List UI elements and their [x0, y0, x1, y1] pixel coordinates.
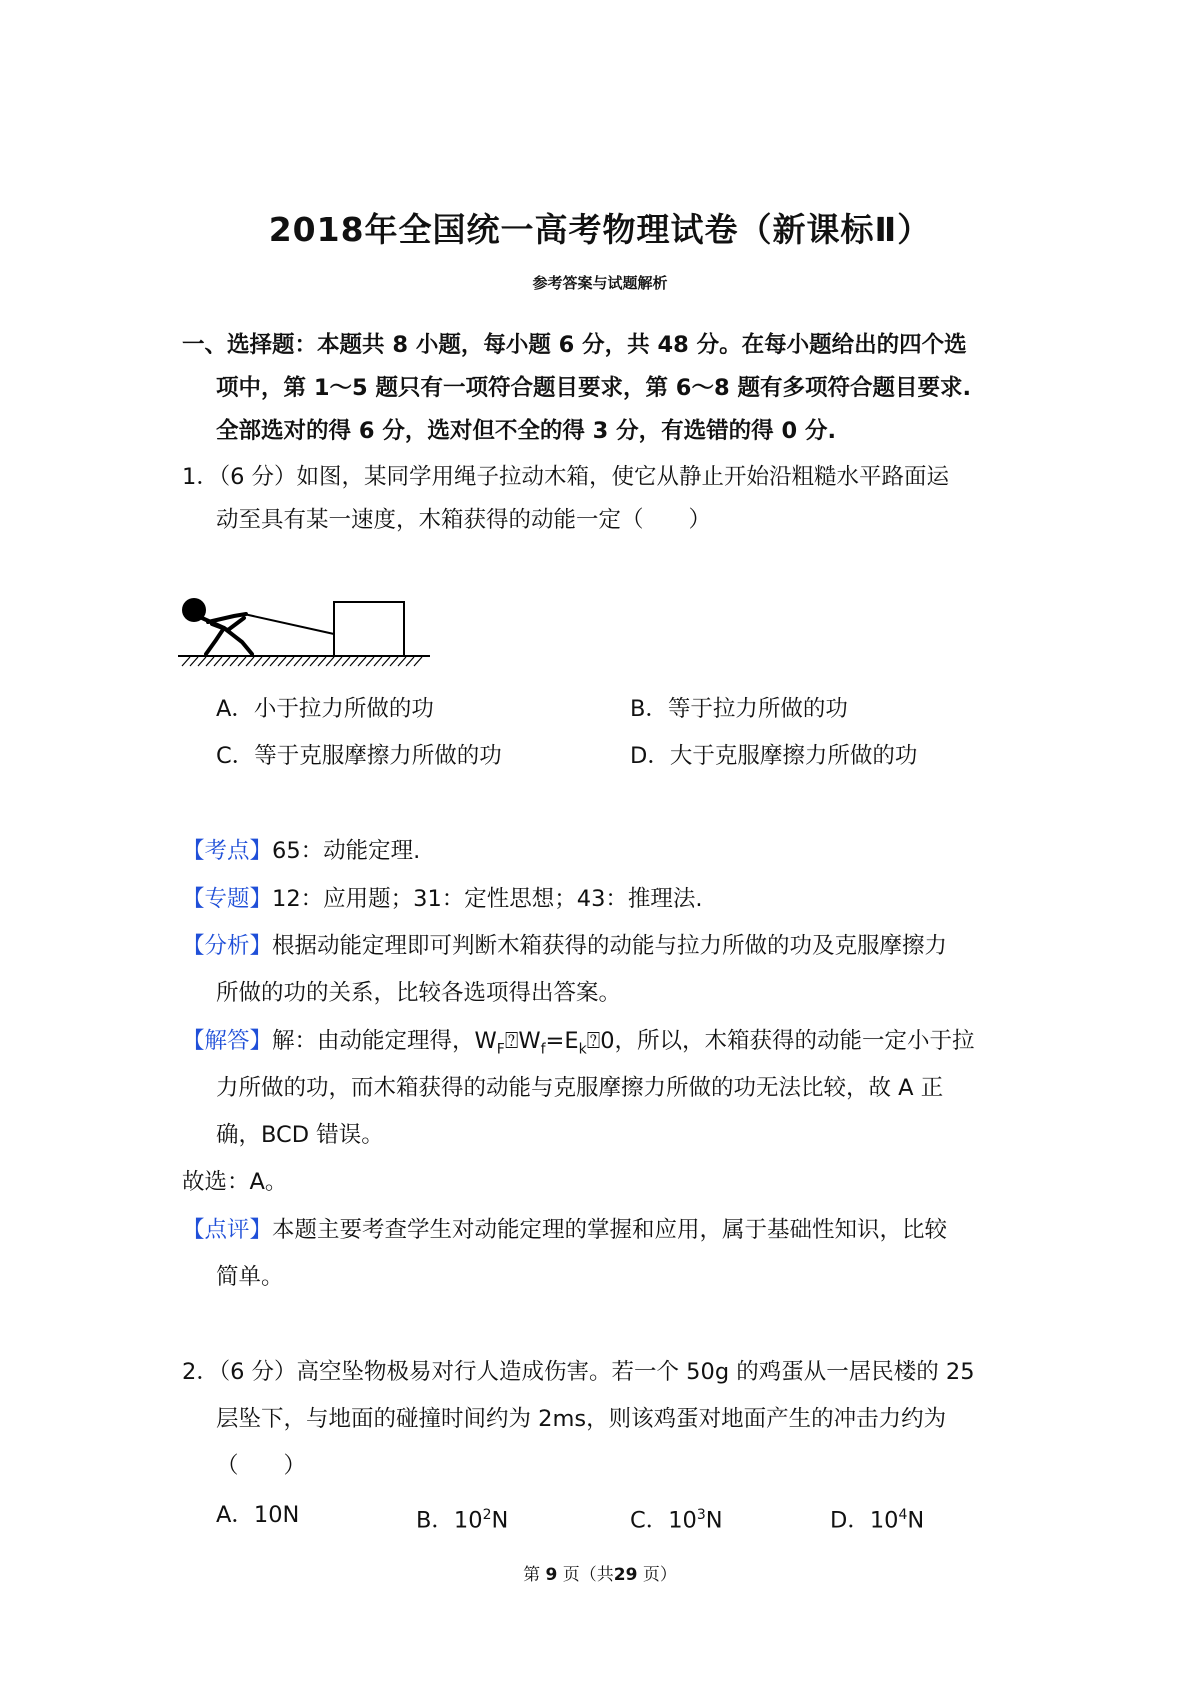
zhuanti-tag: 【专题】 — [182, 886, 273, 912]
page-title: 2018年全国统一高考物理试卷（新课标Ⅱ） — [268, 210, 932, 249]
footer-post: 页） — [642, 1565, 677, 1585]
q1-dianping-line2: 简单。 — [216, 1264, 284, 1290]
q2-option-a: A．10N — [216, 1502, 300, 1528]
q1-stem-line2: 动至具有某一速度，木箱获得的动能一定（ ） — [216, 507, 712, 533]
q2-option-d-exponent: 4 — [898, 1507, 908, 1523]
q2-stem-line1: 2．（6 分）高空坠物极易对行人造成伤害。若一个 50g 的鸡蛋从一居民楼的 25 — [182, 1359, 975, 1385]
q1-fenxi-line1 — [182, 931, 947, 961]
fenxi-text: 根据动能定理即可判断木箱获得的动能与拉力所做的功及克服摩擦力 — [272, 933, 948, 959]
q2-option-c-base: C．10 — [630, 1507, 697, 1534]
fenxi-tag: 【分析】 — [182, 933, 273, 959]
q2-option-b-base: B．10 — [416, 1507, 483, 1534]
q2-option-b-exponent: 2 — [482, 1507, 492, 1523]
q2-option-b-unit: N — [491, 1507, 509, 1534]
page-footer — [0, 1560, 1200, 1585]
jieda-text-mid2: =E — [545, 1028, 579, 1054]
section-heading-line3: 全部选对的得 6 分，选对但不全的得 3 分，有选错的得 0 分. — [216, 418, 837, 444]
q1-jieda-line2: 力所做的功，而木箱获得的动能与克服摩擦力所做的功无法比较，故 A 正 — [216, 1075, 944, 1101]
section-heading-line2: 项中，第 1～5 题只有一项符合题目要求，第 6～8 题有多项符合题目要求. — [216, 375, 972, 401]
q1-option-c: C．等于克服摩擦力所做的功 — [216, 743, 502, 769]
jieda-text-post: ⍰0，所以，木箱获得的动能一定小于拉 — [586, 1028, 975, 1054]
kaodian-text: 65：动能定理. — [272, 838, 421, 864]
q2-option-d-unit: N — [907, 1507, 925, 1534]
footer-pre: 第 — [523, 1565, 541, 1585]
jieda-text-pre: 解：由动能定理得，W — [272, 1028, 497, 1054]
q2-option-c-unit: N — [705, 1507, 723, 1534]
page-subtitle: 参考答案与试题解析 — [532, 274, 668, 292]
q2-option-c — [630, 1500, 723, 1536]
q1-dianping-line1 — [182, 1215, 947, 1245]
person-body — [202, 614, 252, 654]
q2-option-d-base: D．10 — [830, 1507, 899, 1534]
rope — [244, 614, 334, 634]
q1-stem-line1: 1．（6 分）如图，某同学用绳子拉动木箱，使它从静止开始沿粗糙水平路面运 — [182, 464, 950, 490]
q1-zhuanti — [182, 884, 703, 914]
jieda-tag: 【解答】 — [182, 1028, 273, 1054]
jieda-sub-f: f — [540, 1041, 546, 1058]
footer-page-number: 9 — [545, 1565, 558, 1585]
footer-mid: 页（共 — [562, 1565, 614, 1585]
q1-jieda-line1 — [182, 1026, 975, 1065]
q2-option-b — [416, 1500, 508, 1536]
jieda-sub-k: k — [578, 1041, 587, 1058]
q2-stem-line2: 层坠下，与地面的碰撞时间约为 2ms，则该鸡蛋对地面产生的冲击力约为 — [216, 1406, 947, 1432]
q2-stem-line3: （ ） — [216, 1453, 307, 1479]
jieda-text-mid1: ⍰W — [504, 1028, 541, 1054]
q1-option-d: D．大于克服摩擦力所做的功 — [630, 743, 918, 769]
q2-option-d — [830, 1500, 924, 1536]
q1-option-b: B．等于拉力所做的功 — [630, 696, 848, 722]
q2-option-c-exponent: 3 — [696, 1507, 706, 1523]
dianping-text: 本题主要考查学生对动能定理的掌握和应用，属于基础性知识，比较 — [272, 1217, 948, 1243]
q1-option-a: A．小于拉力所做的功 — [216, 696, 434, 722]
wooden-box — [334, 602, 404, 656]
q1-jieda-line3: 确，BCD 错误。 — [216, 1122, 384, 1148]
ground-hatching — [178, 656, 430, 666]
jieda-sub-F: F — [496, 1041, 505, 1058]
section-heading-line1: 一、选择题：本题共 8 小题，每小题 6 分，共 48 分。在每小题给出的四个选 — [182, 332, 967, 358]
q1-answer: 故选：A。 — [182, 1169, 288, 1195]
footer-total-pages: 29 — [613, 1565, 638, 1585]
q1-kaodian — [182, 836, 420, 866]
kaodian-tag: 【考点】 — [182, 838, 273, 864]
q1-fenxi-line2: 所做的功的关系，比较各选项得出答案。 — [216, 980, 622, 1006]
zhuanti-text: 12：应用题；31：定性思想；43：推理法. — [272, 886, 703, 912]
dianping-tag: 【点评】 — [182, 1217, 273, 1243]
q1-figure-person-pulling-box — [178, 594, 430, 670]
